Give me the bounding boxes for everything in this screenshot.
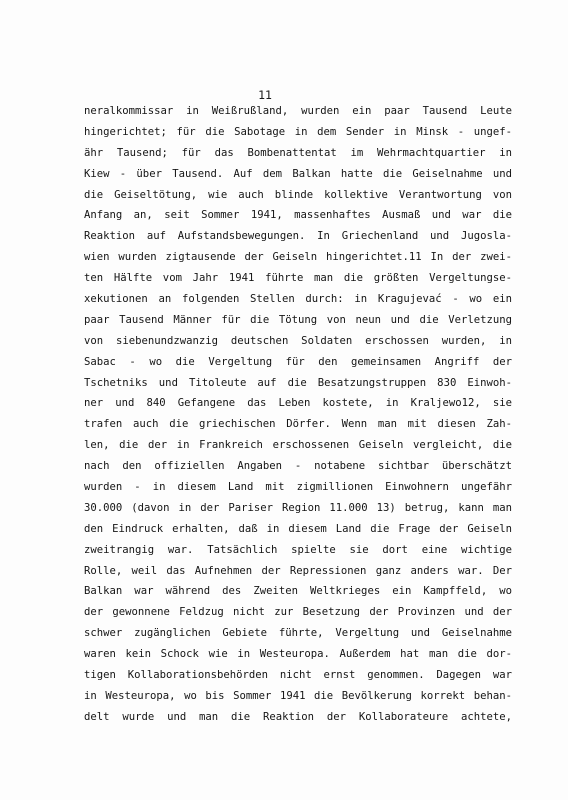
text-line: wurden - in diesem Land mit zigmillionen Einwohnern ungefähr bbox=[84, 481, 512, 494]
page-number: 11 bbox=[258, 88, 272, 102]
text-line: nach den offiziellen Angaben - notabene sichtbar überschätzt bbox=[84, 460, 512, 473]
text-line: tigen Kollaborationsbehörden nicht ernst genommen. Dagegen war bbox=[84, 669, 512, 682]
text-line: hingerichtet; für die Sabotage in dem Sender in Minsk - ungef- bbox=[84, 125, 512, 138]
text-line: Rolle, weil das Aufnehmen der Repressionen ganz anders war. Der bbox=[84, 564, 512, 577]
text-line: Anfang an, seit Sommer 1941, massenhaftes Ausmaß und war die bbox=[84, 209, 512, 222]
text-line: 30.000 (davon in der Pariser Region 11.000 13) betrug, kann man bbox=[84, 501, 512, 514]
text-line: len, die der in Frankreich erschossenen Geiseln vergleicht, die bbox=[84, 439, 512, 452]
text-line: schwer zugänglichen Gebiete führte, Vergeltung und Geiselnahme bbox=[84, 627, 512, 640]
text-line: ten Hälfte vom Jahr 1941 führte man die größten Vergeltungse- bbox=[84, 272, 512, 285]
text-line: der gewonnene Feldzug nicht zur Besetzung der Provinzen und der bbox=[84, 606, 512, 619]
text-line: waren kein Schock wie in Westeuropa. Außerdem hat man die dor- bbox=[84, 648, 512, 661]
text-line: die Geiseltötung, wie auch blinde kollektive Verantwortung von bbox=[84, 188, 512, 201]
text-line: wien wurden zigtausende der Geiseln hingerichtet.11 In der zwei- bbox=[84, 251, 512, 264]
text-line: ähr Tausend; für das Bombenattentat im Wehrmachtquartier in bbox=[84, 146, 512, 159]
text-line: Balkan war während des Zweiten Weltkrieges ein Kampffeld, wo bbox=[84, 585, 512, 598]
text-line: von siebenundzwanzig deutschen Soldaten erschossen wurden, in bbox=[84, 334, 512, 347]
text-line: trafen auch die griechischen Dörfer. Wenn man mit diesen Zah- bbox=[84, 418, 512, 431]
text-line: den Eindruck erhalten, daß in diesem Land die Frage der Geiseln bbox=[84, 522, 512, 535]
body-text bbox=[84, 101, 512, 728]
text-line: in Westeuropa, wo bis Sommer 1941 die Bevölkerung korrekt behan- bbox=[84, 689, 512, 702]
text-line: zweitrangig war. Tatsächlich spielte sie dort eine wichtige bbox=[84, 543, 512, 556]
text-line: ner und 840 Gefangene das Leben kostete, in Kraljewo12, sie bbox=[84, 397, 512, 410]
text-line: Tschetniks und Titoleute auf die Besatzungstruppen 830 Einwoh- bbox=[84, 376, 512, 389]
text-line: delt wurde und man die Reaktion der Kollaborateure achtete, bbox=[84, 710, 512, 723]
text-line: Reaktion auf Aufstandsbewegungen. In Griechenland und Jugosla- bbox=[84, 230, 512, 243]
text-line: Kiew - über Tausend. Auf dem Balkan hatte die Geiselnahme und bbox=[84, 167, 512, 180]
text-line: paar Tausend Männer für die Tötung von neun und die Verletzung bbox=[84, 313, 512, 326]
text-line: Sabac - wo die Vergeltung für den gemeinsamen Angriff der bbox=[84, 355, 512, 368]
text-line: neralkommissar in Weißrußland, wurden ein paar Tausend Leute bbox=[84, 105, 512, 117]
text-line: xekutionen an folgenden Stellen durch: in Kragujevać - wo ein bbox=[84, 293, 512, 306]
